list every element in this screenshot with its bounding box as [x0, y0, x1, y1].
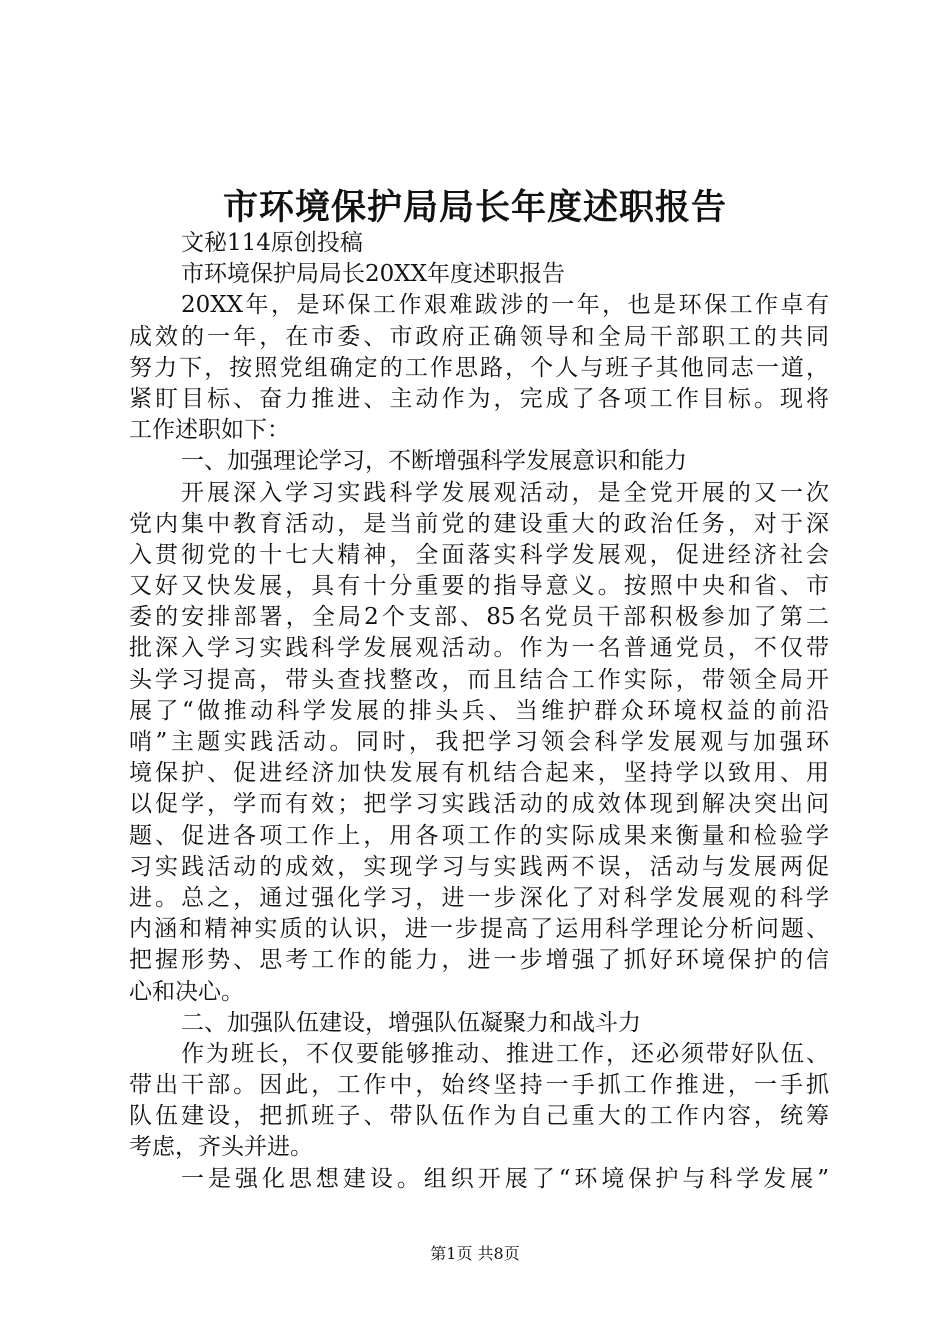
body-line: 内涵和精神实质的认识，进一步提高了运用科学理论分析问题、 [129, 916, 829, 943]
document-body [129, 228, 829, 1195]
document-title: 市环境保护局局长年度述职报告 [222, 187, 727, 228]
page-number-footer: 第1页 共8页 [430, 1244, 520, 1263]
body-line: 文秘114原创投稿 [181, 230, 363, 256]
body-line: 题、促进各项工作上，用各项工作的实际成果来衡量和检验学 [129, 822, 829, 849]
body-line: 习实践活动的成效，实现学习与实践两不误，活动与发展两促 [129, 853, 829, 880]
body-line: 头学习提高，带头查找整改，而且结合工作实际，带领全局开 [129, 666, 829, 693]
body-line: 把握形势、思考工作的能力，进一步增强了抓好环境保护的信 [129, 947, 829, 974]
section-heading: 一、加强理论学习，不断增强科学发展意识和能力 [181, 448, 687, 475]
body-line: 带出干部。因此，工作中，始终坚持一手抓工作推进，一手抓 [129, 1072, 829, 1099]
body-line: 作为班长，不仅要能够推动、推进工作，还必须带好队伍、 [181, 1040, 829, 1067]
body-line: 展了“做推动科学发展的排头兵、当维护群众环境权益的前沿 [129, 697, 829, 724]
body-line: 一是强化思想建设。组织开展了“环境保护与科学发展” [181, 1165, 829, 1192]
body-line: 开展深入学习实践科学发展观活动，是全党开展的又一次 [181, 479, 829, 506]
body-line: 市环境保护局局长20XX年度述职报告 [181, 261, 566, 288]
body-line: 进。总之，通过强化学习，进一步深化了对科学发展观的科学 [129, 884, 829, 911]
body-line: 境保护、促进经济加快发展有机结合起来，坚持学以致用、用 [129, 760, 829, 787]
body-line: 20XX年，是环保工作艰难跋涉的一年，也是环保工作卓有 [181, 292, 829, 319]
body-line: 以促学，学而有效；把学习实践活动的成效体现到解决突出问 [129, 791, 829, 818]
body-line: 心和决心。 [129, 978, 244, 1005]
body-line: 批深入学习实践科学发展观活动。作为一名普通党员，不仅带 [129, 635, 829, 662]
body-line: 努力下，按照党组确定的工作思路，个人与班子其他同志一道， [129, 354, 829, 381]
section-heading: 二、加强队伍建设，增强队伍凝聚力和战斗力 [181, 1009, 641, 1036]
body-line: 党内集中教育活动，是当前党的建设重大的政治任务，对于深 [129, 510, 829, 537]
body-line: 工作述职如下： [129, 417, 290, 444]
body-line: 哨”主题实践活动。同时，我把学习领会科学发展观与加强环 [129, 729, 829, 755]
body-line: 成效的一年，在市委、市政府正确领导和全局干部职工的共同 [129, 323, 829, 350]
body-line: 考虑，齐头并进。 [129, 1134, 313, 1161]
body-line: 入贯彻党的十七大精神，全面落实科学发展观，促进经济社会 [129, 541, 829, 568]
body-line: 紧盯目标、奋力推进、主动作为，完成了各项工作目标。现将 [129, 385, 829, 412]
body-line: 又好又快发展，具有十分重要的指导意义。按照中央和省、市 [129, 573, 829, 600]
body-line: 委的安排部署，全局2个支部、85名党员干部积极参加了第二 [129, 604, 829, 631]
body-line: 队伍建设，把抓班子、带队伍作为自己重大的工作内容，统筹 [129, 1103, 829, 1130]
